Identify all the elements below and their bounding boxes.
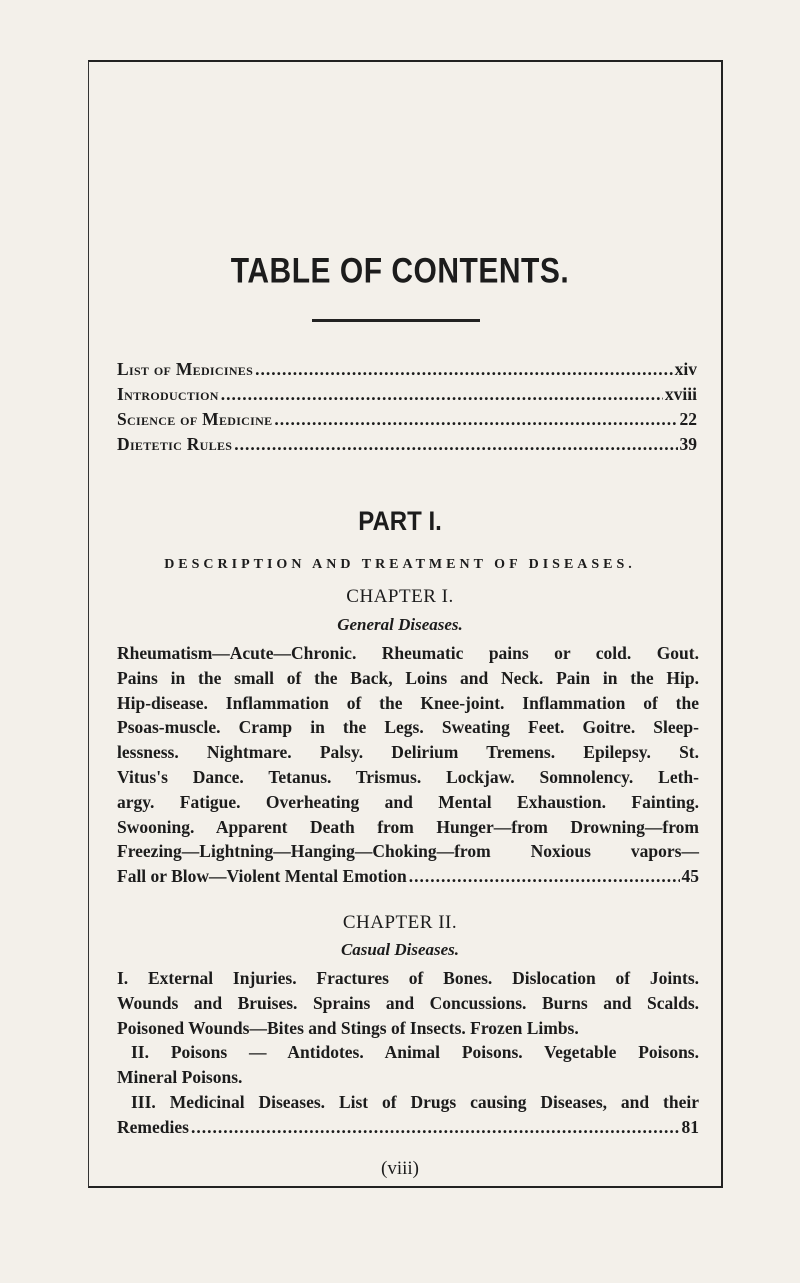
contents-line: Fall or Blow—Violent Mental Emotion xyxy=(117,866,407,887)
page-number: (viii) xyxy=(381,1158,419,1179)
toc-entry-page: xiv xyxy=(674,359,697,379)
leader-dots xyxy=(221,384,663,405)
contents-line: argy. Fatigue. Overheating and Mental Exhaustion. Fainting. xyxy=(117,791,699,812)
contents-line: Swooning. Apparent Death from Hunger—from Drowning—from xyxy=(117,816,699,837)
contents-line: Vitus's Dance. Tetanus. Trismus. Lockjaw. Somnolency. Leth- xyxy=(117,766,699,787)
chapter-2-page: 81 xyxy=(681,1116,699,1137)
chapter-1-contents[interactable] xyxy=(117,641,699,889)
leader-dots xyxy=(255,359,673,380)
toc-entry-label: Dietetic Rules xyxy=(117,434,233,454)
contents-line: Psoas-muscle. Cramp in the Legs. Sweating Feet. Goitre. Sleep- xyxy=(117,717,699,738)
leader-dots xyxy=(274,409,677,430)
contents-last-line xyxy=(117,864,699,889)
part-title: PART I. xyxy=(358,506,442,537)
toc-entry-label: Science of Medicine xyxy=(117,409,273,429)
chapter-1-subtitle: General Diseases. xyxy=(337,615,463,634)
toc-entry-page: xviii xyxy=(664,384,697,404)
chapter-2-heading: CHAPTER II. xyxy=(342,912,458,933)
contents-last-line xyxy=(117,1115,699,1140)
chapter-2-subtitle: Casual Diseases. xyxy=(340,940,460,959)
contents-line: Rheumatism—Acute—Chronic. Rheumatic pains or cold. Gout. xyxy=(117,643,699,663)
contents-line: lessness. Nightmare. Palsy. Delirium Tremens. Epilepsy. St. xyxy=(117,742,699,763)
contents-line: Hip-disease. Inflammation of the Knee-joint. Inflammation of the xyxy=(117,692,699,713)
toc-entry-list-of-medicines[interactable] xyxy=(117,359,697,383)
part-subtitle: DESCRIPTION AND TREATMENT OF DISEASES. xyxy=(164,557,636,572)
contents-line: II. Poisons — Antidotes. Animal Poisons. Vegetable Poisons. xyxy=(131,1042,699,1063)
contents-line: Wounds and Bruises. Sprains and Concussions. Burns and Scalds. xyxy=(117,992,699,1013)
contents-line: Poisoned Wounds—Bites and Stings of Insects. Frozen Limbs. xyxy=(117,1017,579,1038)
toc-entry-dietetic-rules[interactable] xyxy=(117,434,697,458)
title-rule xyxy=(312,319,480,322)
toc-entry-science-of-medicine[interactable] xyxy=(117,409,697,433)
chapter-1-page: 45 xyxy=(681,866,699,887)
contents-line: Pains in the small of the Back, Loins and Neck. Pain in the Hip. xyxy=(117,667,699,688)
toc-entry-page: 22 xyxy=(679,409,697,429)
chapter-1-heading: CHAPTER I. xyxy=(346,586,454,607)
contents-line: Mineral Poisons. xyxy=(117,1067,243,1088)
toc-entry-label: Introduction xyxy=(117,384,219,404)
toc-entry-introduction[interactable] xyxy=(117,384,697,408)
page-title: TABLE OF CONTENTS. xyxy=(230,251,570,291)
leader-dots xyxy=(191,1115,680,1140)
contents-line: III. Medicinal Diseases. List of Drugs causing Diseases, and their xyxy=(131,1091,699,1112)
leader-dots xyxy=(409,864,680,889)
contents-line: Remedies xyxy=(117,1116,189,1137)
toc-entry-label: List of Medicines xyxy=(117,359,254,379)
contents-line: I. External Injuries. Fractures of Bones. Dislocation of Joints. xyxy=(117,968,699,988)
toc-entry-page: 39 xyxy=(679,434,697,454)
chapter-2-contents[interactable] xyxy=(117,966,699,1140)
contents-line: Freezing—Lightning—Hanging—Choking—from Noxious vapors— xyxy=(117,841,699,862)
leader-dots xyxy=(234,434,677,455)
